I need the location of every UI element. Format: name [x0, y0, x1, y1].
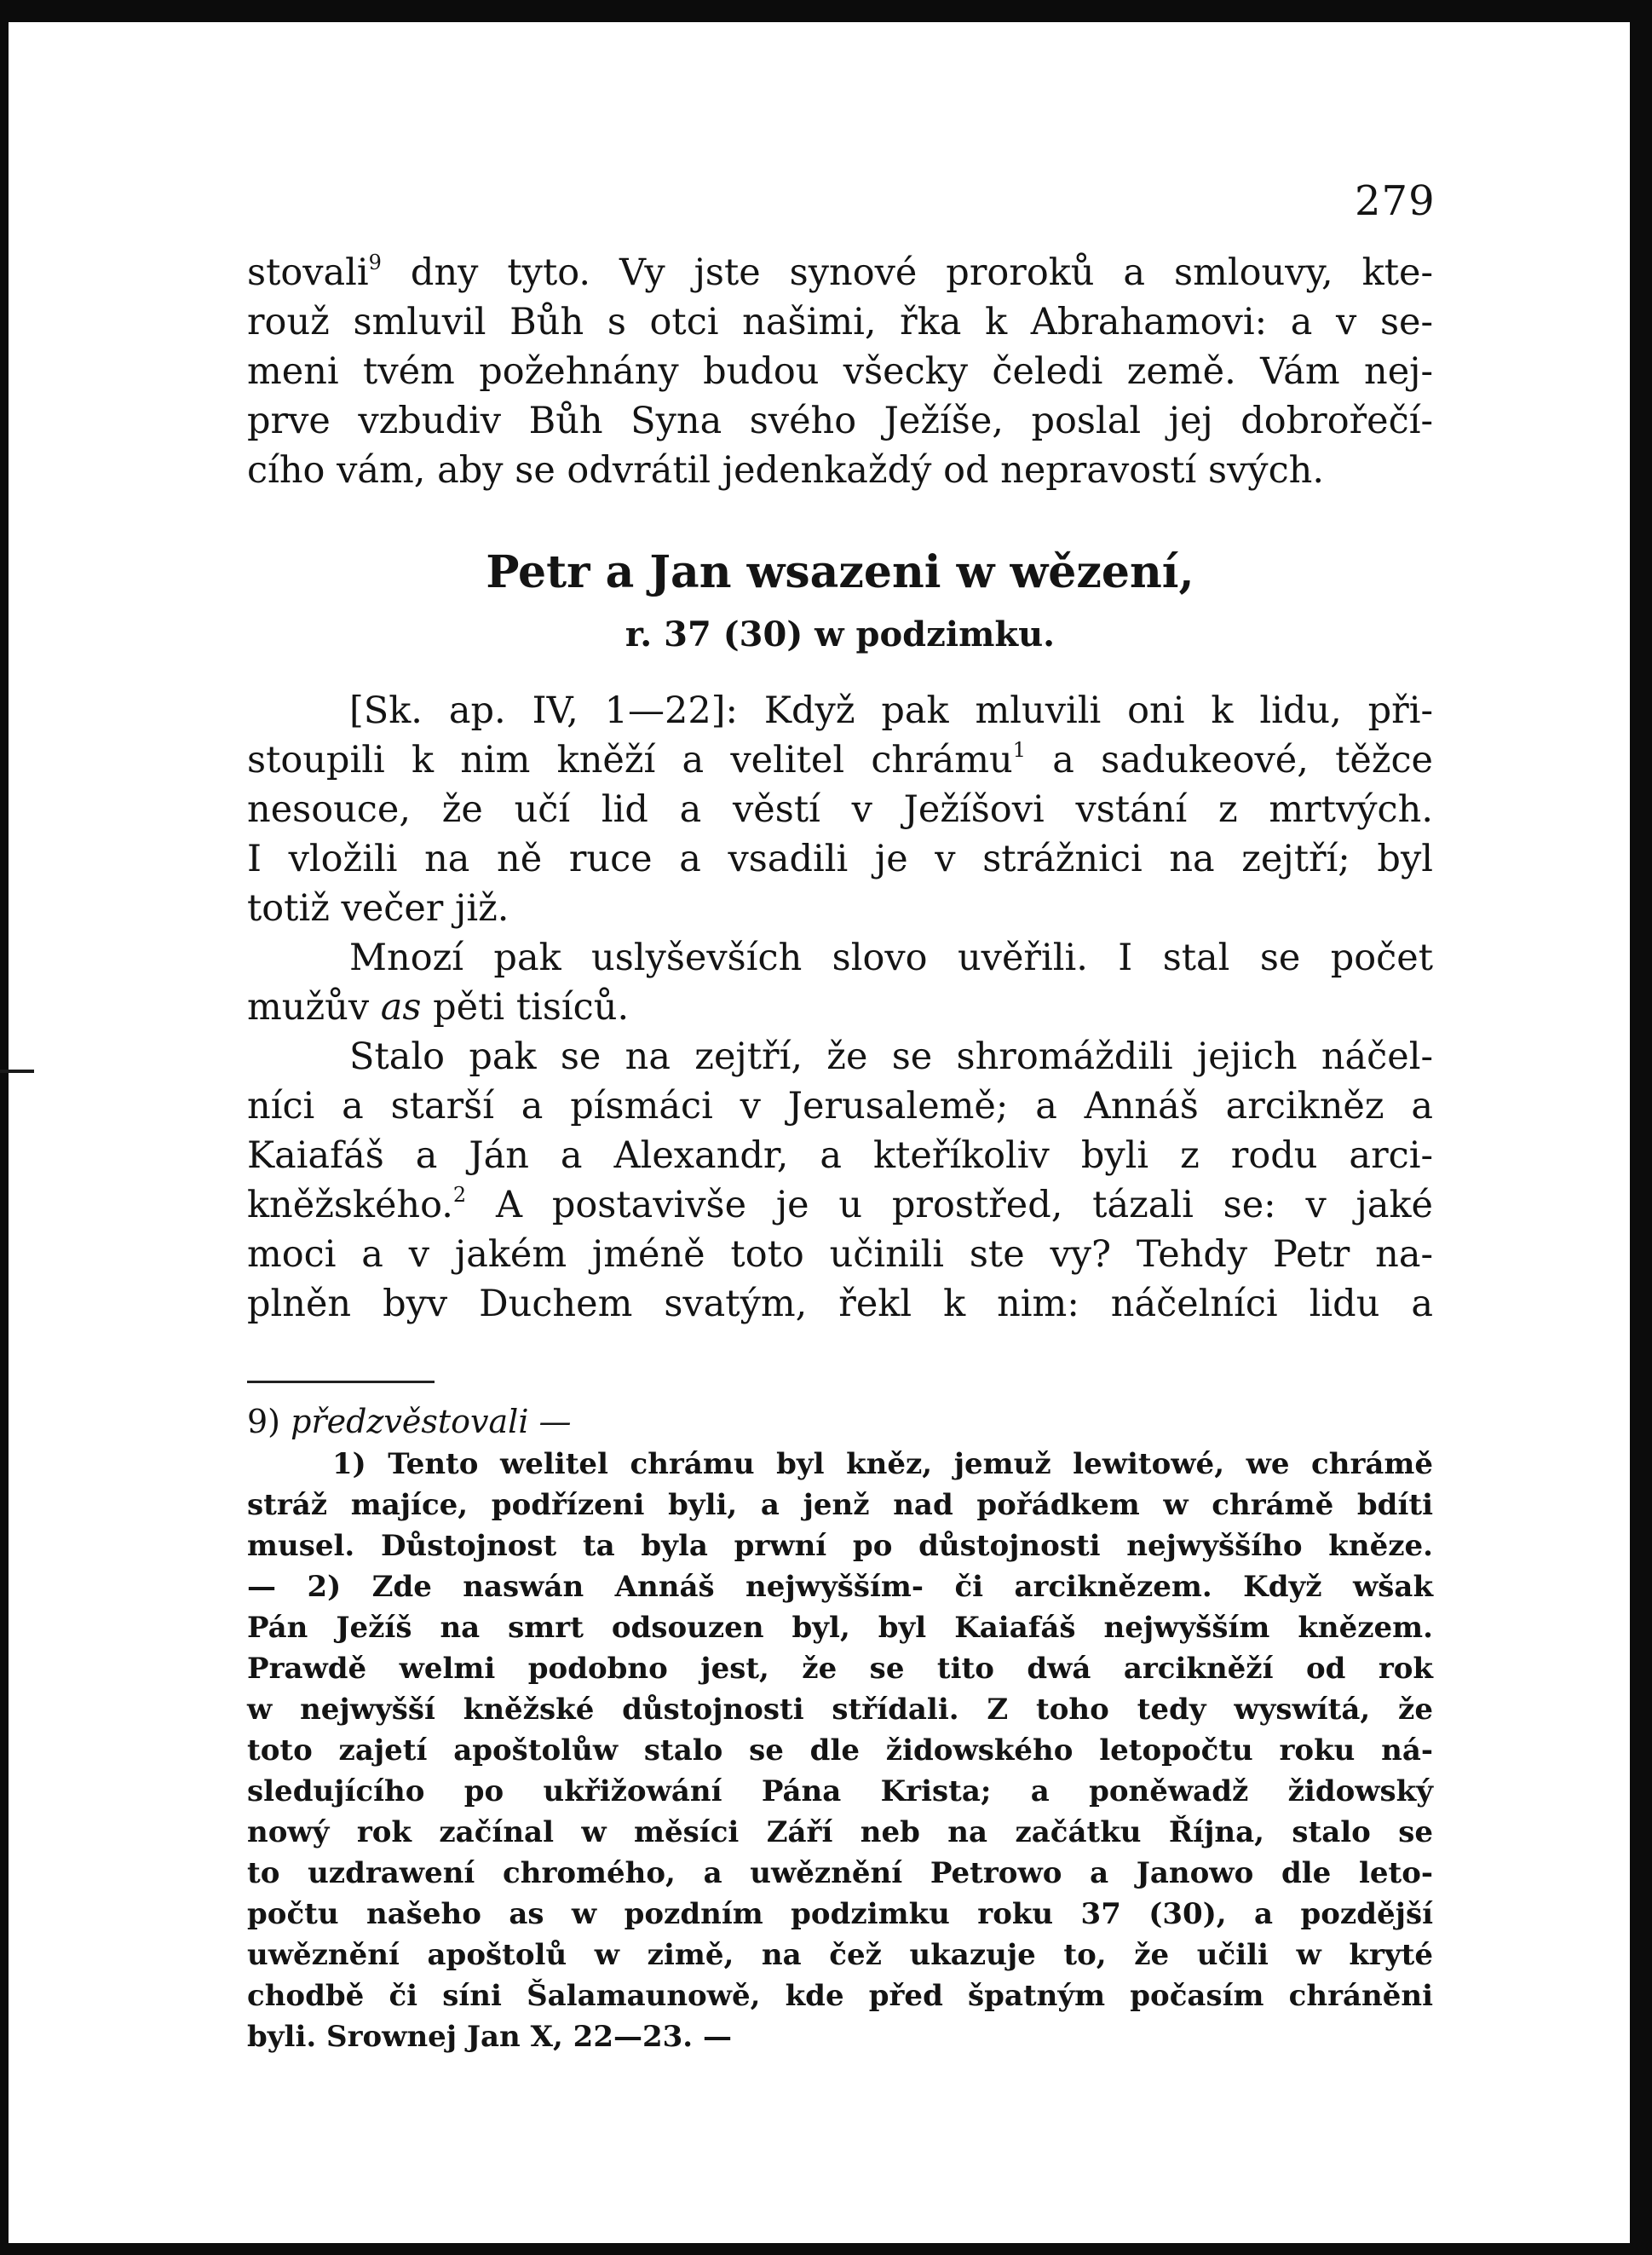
- margin-mark: [0, 1070, 34, 1073]
- text-line: I vložili na ně ruce a vsadili je v strážnici na zejtří; byl: [247, 838, 1433, 880]
- footnote-mark: 1: [1012, 738, 1027, 762]
- scan-border-right: [1630, 0, 1652, 2255]
- footnote-line: — 2) Zde naswán Annáš nejwyšším- či arciknězem. Když wšak: [247, 1570, 1433, 1604]
- section-heading: Petr a Jan wsazeni w wězení,: [486, 546, 1194, 598]
- text-line: meni tvém požehnány budou všecky čeledi země. Vám nej-: [247, 350, 1433, 393]
- text-line: Mnozí pak uslyševších slovo uvěřili. I stal se počet: [349, 937, 1433, 979]
- scan-border-bottom: [0, 2243, 1652, 2255]
- section-subheading: r. 37 (30) w podzimku.: [625, 614, 1056, 655]
- footnote-line: musel. Důstojnost ta byla prwní po důstojnosti nejwyššího kněze.: [247, 1529, 1433, 1563]
- footnote-line: chodbě či síni Šalamaunowě, kde před špatným počasím chráněni: [247, 1979, 1433, 2013]
- text-line: moci a v jakém jméně toto učinili ste vy? Tehdy Petr na-: [247, 1233, 1433, 1276]
- text-line: plněn byv Duchem svatým, řekl k nim: náčelníci lidu a: [247, 1283, 1433, 1325]
- text-line: kněžského.$^2$ A postavivše je u prostřed, tázali se: v jaké: [247, 1183, 1433, 1226]
- text-line: stoupili k nim kněží a velitel chrámu$^1$ a sadukeové, těžce: [247, 738, 1434, 781]
- text-line: nesouce, že učí lid a věstí v Ježíšovi vstání z mrtvých.: [247, 788, 1433, 831]
- footnote-line: počtu našeho as w pozdním podzimku roku 37 (30), a pozdější: [247, 1897, 1433, 1931]
- footnote-line: w nejwyšší kněžské důstojnosti střídali. Z toho tedy wyswítá, že: [247, 1693, 1433, 1727]
- text-line: mužův as pěti tisíců.: [247, 986, 630, 1029]
- text-line: Stalo pak se na zejtří, že se shromáždili jejich náčel-: [349, 1035, 1433, 1078]
- footnote-line: nowý rok začínal w měsíci Září neb na začátku Října, stalo se: [247, 1815, 1433, 1849]
- footnote-line: stráž majíce, podřízeni byli, a jenž nad pořádkem w chrámě bdíti: [247, 1488, 1433, 1522]
- footnote-line: to uzdrawení chromého, a uwěznění Petrowo a Janowo dle leto-: [247, 1856, 1433, 1890]
- footnote-separator: [247, 1381, 435, 1383]
- text-line: Kaiafáš a Ján a Alexandr, a kteříkoliv byli z rodu arci-: [247, 1134, 1433, 1177]
- footnote-line: toto zajetí apoštolůw stalo se dle židowského letopočtu roku ná-: [247, 1733, 1433, 1768]
- text-line: níci a starší a písmáci v Jerusalemě; a Annáš arcikněz a: [247, 1085, 1433, 1128]
- footnote-9: 9) předzvěstovali —: [247, 1403, 572, 1440]
- footnote-line: uwěznění apoštolů w zimě, na čež ukazuje to, že učili w kryté: [247, 1938, 1433, 1972]
- footnote-line: Prawdě welmi podobno jest, že se tito dwá arcikněží od rok: [247, 1652, 1433, 1686]
- footnote-mark: 2: [452, 1183, 467, 1207]
- text-line: totiž večer již.: [247, 887, 509, 930]
- text-line: stovali$^9$ dny tyto. Vy jste synové proroků a smlouvy, kte-: [247, 251, 1433, 294]
- text-line: [Sk. ap. IV, 1—22]: Když pak mluvili oni k lidu, při-: [349, 689, 1433, 732]
- footnote-line: Pán Ježíš na smrt odsouzen byl, byl Kaiafáš nejwyšším knězem.: [247, 1611, 1433, 1645]
- footnote-line: 1) Tento welitel chrámu byl kněz, jemuž lewitowé, we chrámě: [332, 1447, 1433, 1481]
- footnote-mark: 9: [368, 251, 382, 274]
- italic-word: as: [380, 986, 422, 1029]
- scan-border-top: [0, 0, 1652, 22]
- text-line: cího vám, aby se odvrátil jedenkaždý od nepravostí svých.: [247, 449, 1325, 492]
- scan-border-left: [0, 0, 9, 2255]
- text-line: prve vzbudiv Bůh Syna svého Ježíše, poslal jej dobrořečí-: [247, 400, 1433, 442]
- text-line: rouž smluvil Bůh s otci našimi, řka k Abrahamovi: a v se-: [247, 301, 1433, 343]
- page-number: 279: [1355, 177, 1436, 225]
- footnote-line: byli. Srownej Jan X, 22—23. —: [247, 2020, 732, 2054]
- footnote-line: sledujícího po ukřižowání Pána Krista; a poněwadž židowský: [247, 1774, 1433, 1808]
